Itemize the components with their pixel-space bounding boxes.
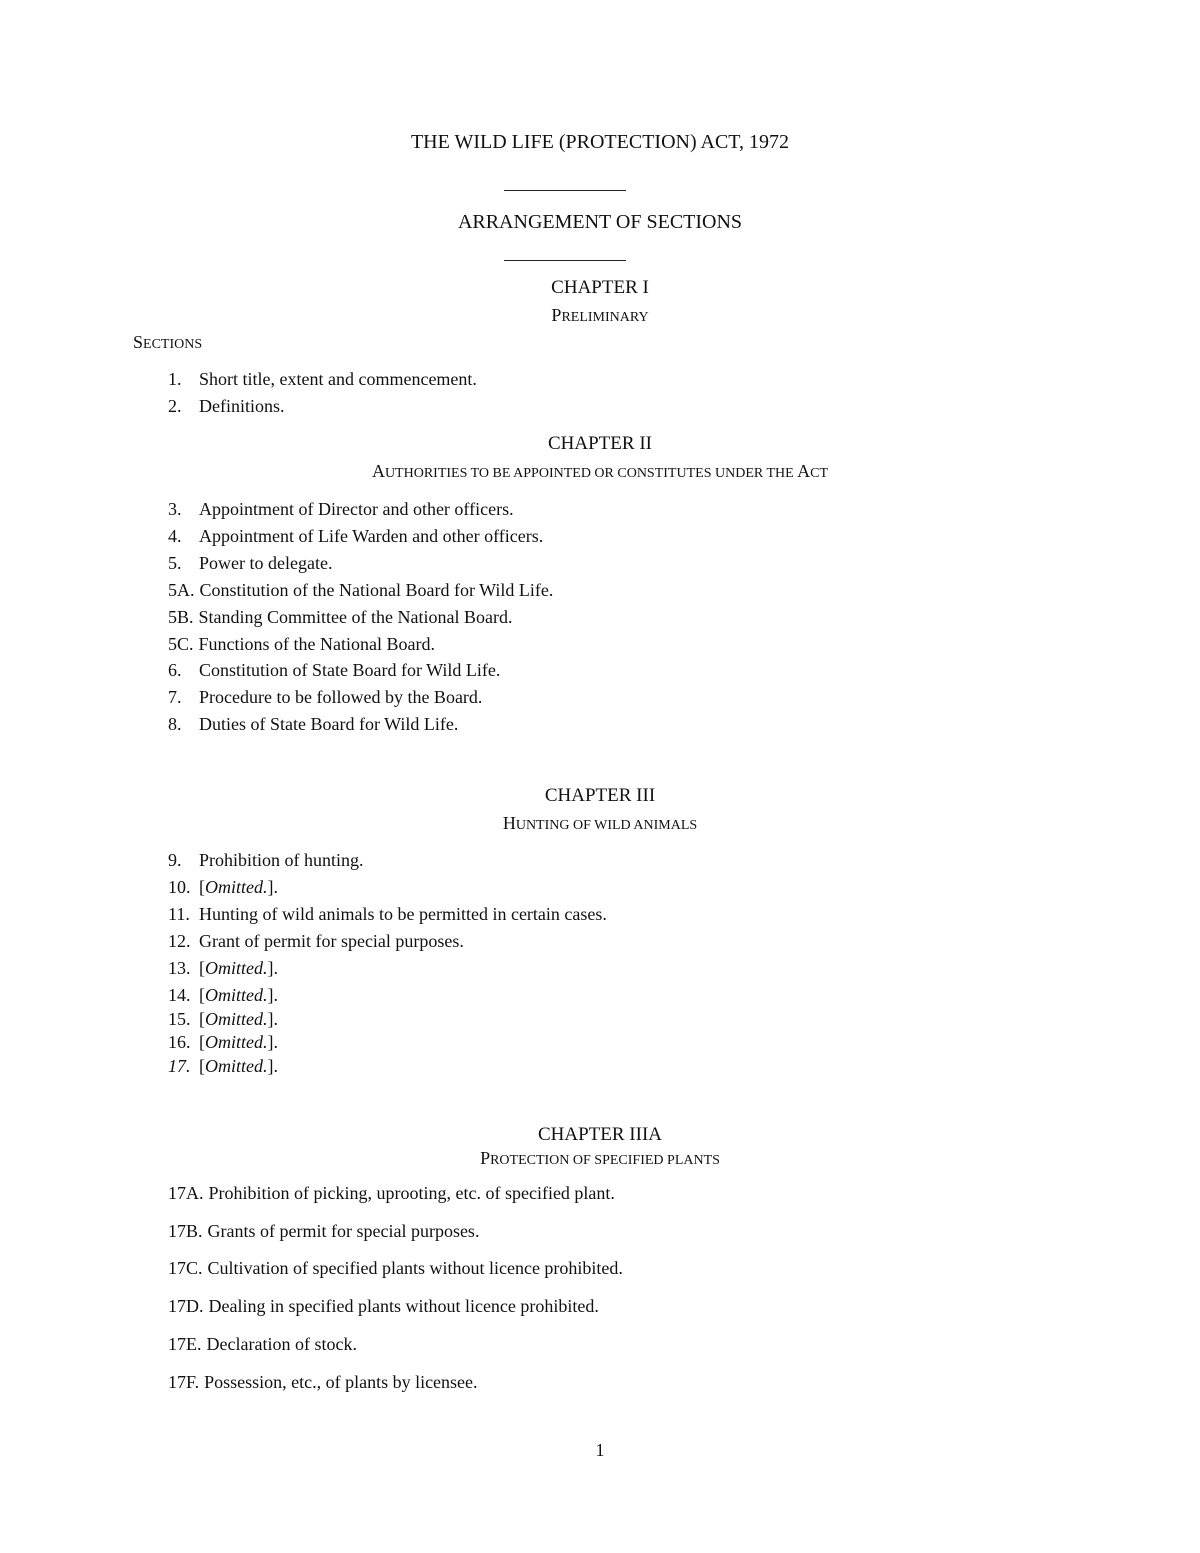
list-item: 17F. Possession, etc., of plants by licensee. bbox=[168, 1372, 478, 1392]
list-item: 10. [Omitted.]. bbox=[168, 877, 278, 897]
list-item: 14. [Omitted.]. bbox=[168, 985, 278, 1005]
list-item: 12. Grant of permit for special purposes. bbox=[168, 931, 464, 951]
document-title: THE WILD LIFE (PROTECTION) ACT, 1972 bbox=[410, 131, 790, 153]
chapter-2-heading: CHAPTER II bbox=[548, 433, 652, 454]
list-item: 6. Constitution of State Board for Wild Life. bbox=[168, 660, 501, 680]
list-item: 5B. Standing Committee of the National Board. bbox=[168, 607, 513, 627]
list-item: 5. Power to delegate. bbox=[168, 553, 333, 573]
chapter-3a-heading: CHAPTER IIIA bbox=[537, 1124, 663, 1145]
sections-label: SECTIONS bbox=[133, 332, 203, 352]
list-item: 5A. Constitution of the National Board for Wild Life. bbox=[168, 580, 554, 600]
list-item: 4. Appointment of Life Warden and other officers. bbox=[168, 526, 544, 546]
list-item: 7. Procedure to be followed by the Board. bbox=[168, 687, 483, 707]
title-rule bbox=[504, 190, 626, 191]
chapter-1-heading: CHAPTER I bbox=[551, 277, 649, 298]
subtitle-rule bbox=[504, 260, 626, 261]
list-item: 17A. Prohibition of picking, uprooting, etc. of specified plant. bbox=[168, 1183, 615, 1203]
chapter-2-subheading: AUTHORITIES TO BE APPOINTED OR CONSTITUTES UNDER THE ACT bbox=[371, 461, 829, 481]
list-item: 17C. Cultivation of specified plants without licence prohibited. bbox=[168, 1258, 623, 1278]
list-item: 13. [Omitted.]. bbox=[168, 958, 278, 978]
list-item: 15. [Omitted.]. bbox=[168, 1009, 278, 1029]
document-subtitle: ARRANGEMENT OF SECTIONS bbox=[457, 211, 743, 233]
list-item: 3. Appointment of Director and other officers. bbox=[168, 499, 514, 519]
chapter-1-subheading: PRELIMINARY bbox=[551, 305, 649, 325]
chapter-3-heading: CHAPTER III bbox=[544, 785, 656, 806]
list-item: 5C. Functions of the National Board. bbox=[168, 634, 435, 654]
list-item: 17B. Grants of permit for special purposes. bbox=[168, 1221, 480, 1241]
list-item: 17. [Omitted.]. bbox=[168, 1056, 278, 1076]
chapter-3a-subheading: PROTECTION OF SPECIFIED PLANTS bbox=[480, 1148, 720, 1168]
list-item: 11. Hunting of wild animals to be permitted in certain cases. bbox=[168, 904, 607, 924]
list-item: 17D. Dealing in specified plants without licence prohibited. bbox=[168, 1296, 599, 1316]
list-item: 8. Duties of State Board for Wild Life. bbox=[168, 714, 459, 734]
list-item: 17E. Declaration of stock. bbox=[168, 1334, 357, 1354]
list-item: 2. Definitions. bbox=[168, 396, 285, 416]
chapter-3-subheading: HUNTING OF WILD ANIMALS bbox=[502, 813, 698, 833]
page-number: 1 bbox=[595, 1440, 605, 1460]
list-item: 9. Prohibition of hunting. bbox=[168, 850, 364, 870]
list-item: 1. Short title, extent and commencement. bbox=[168, 369, 477, 389]
list-item: 16. [Omitted.]. bbox=[168, 1032, 278, 1052]
